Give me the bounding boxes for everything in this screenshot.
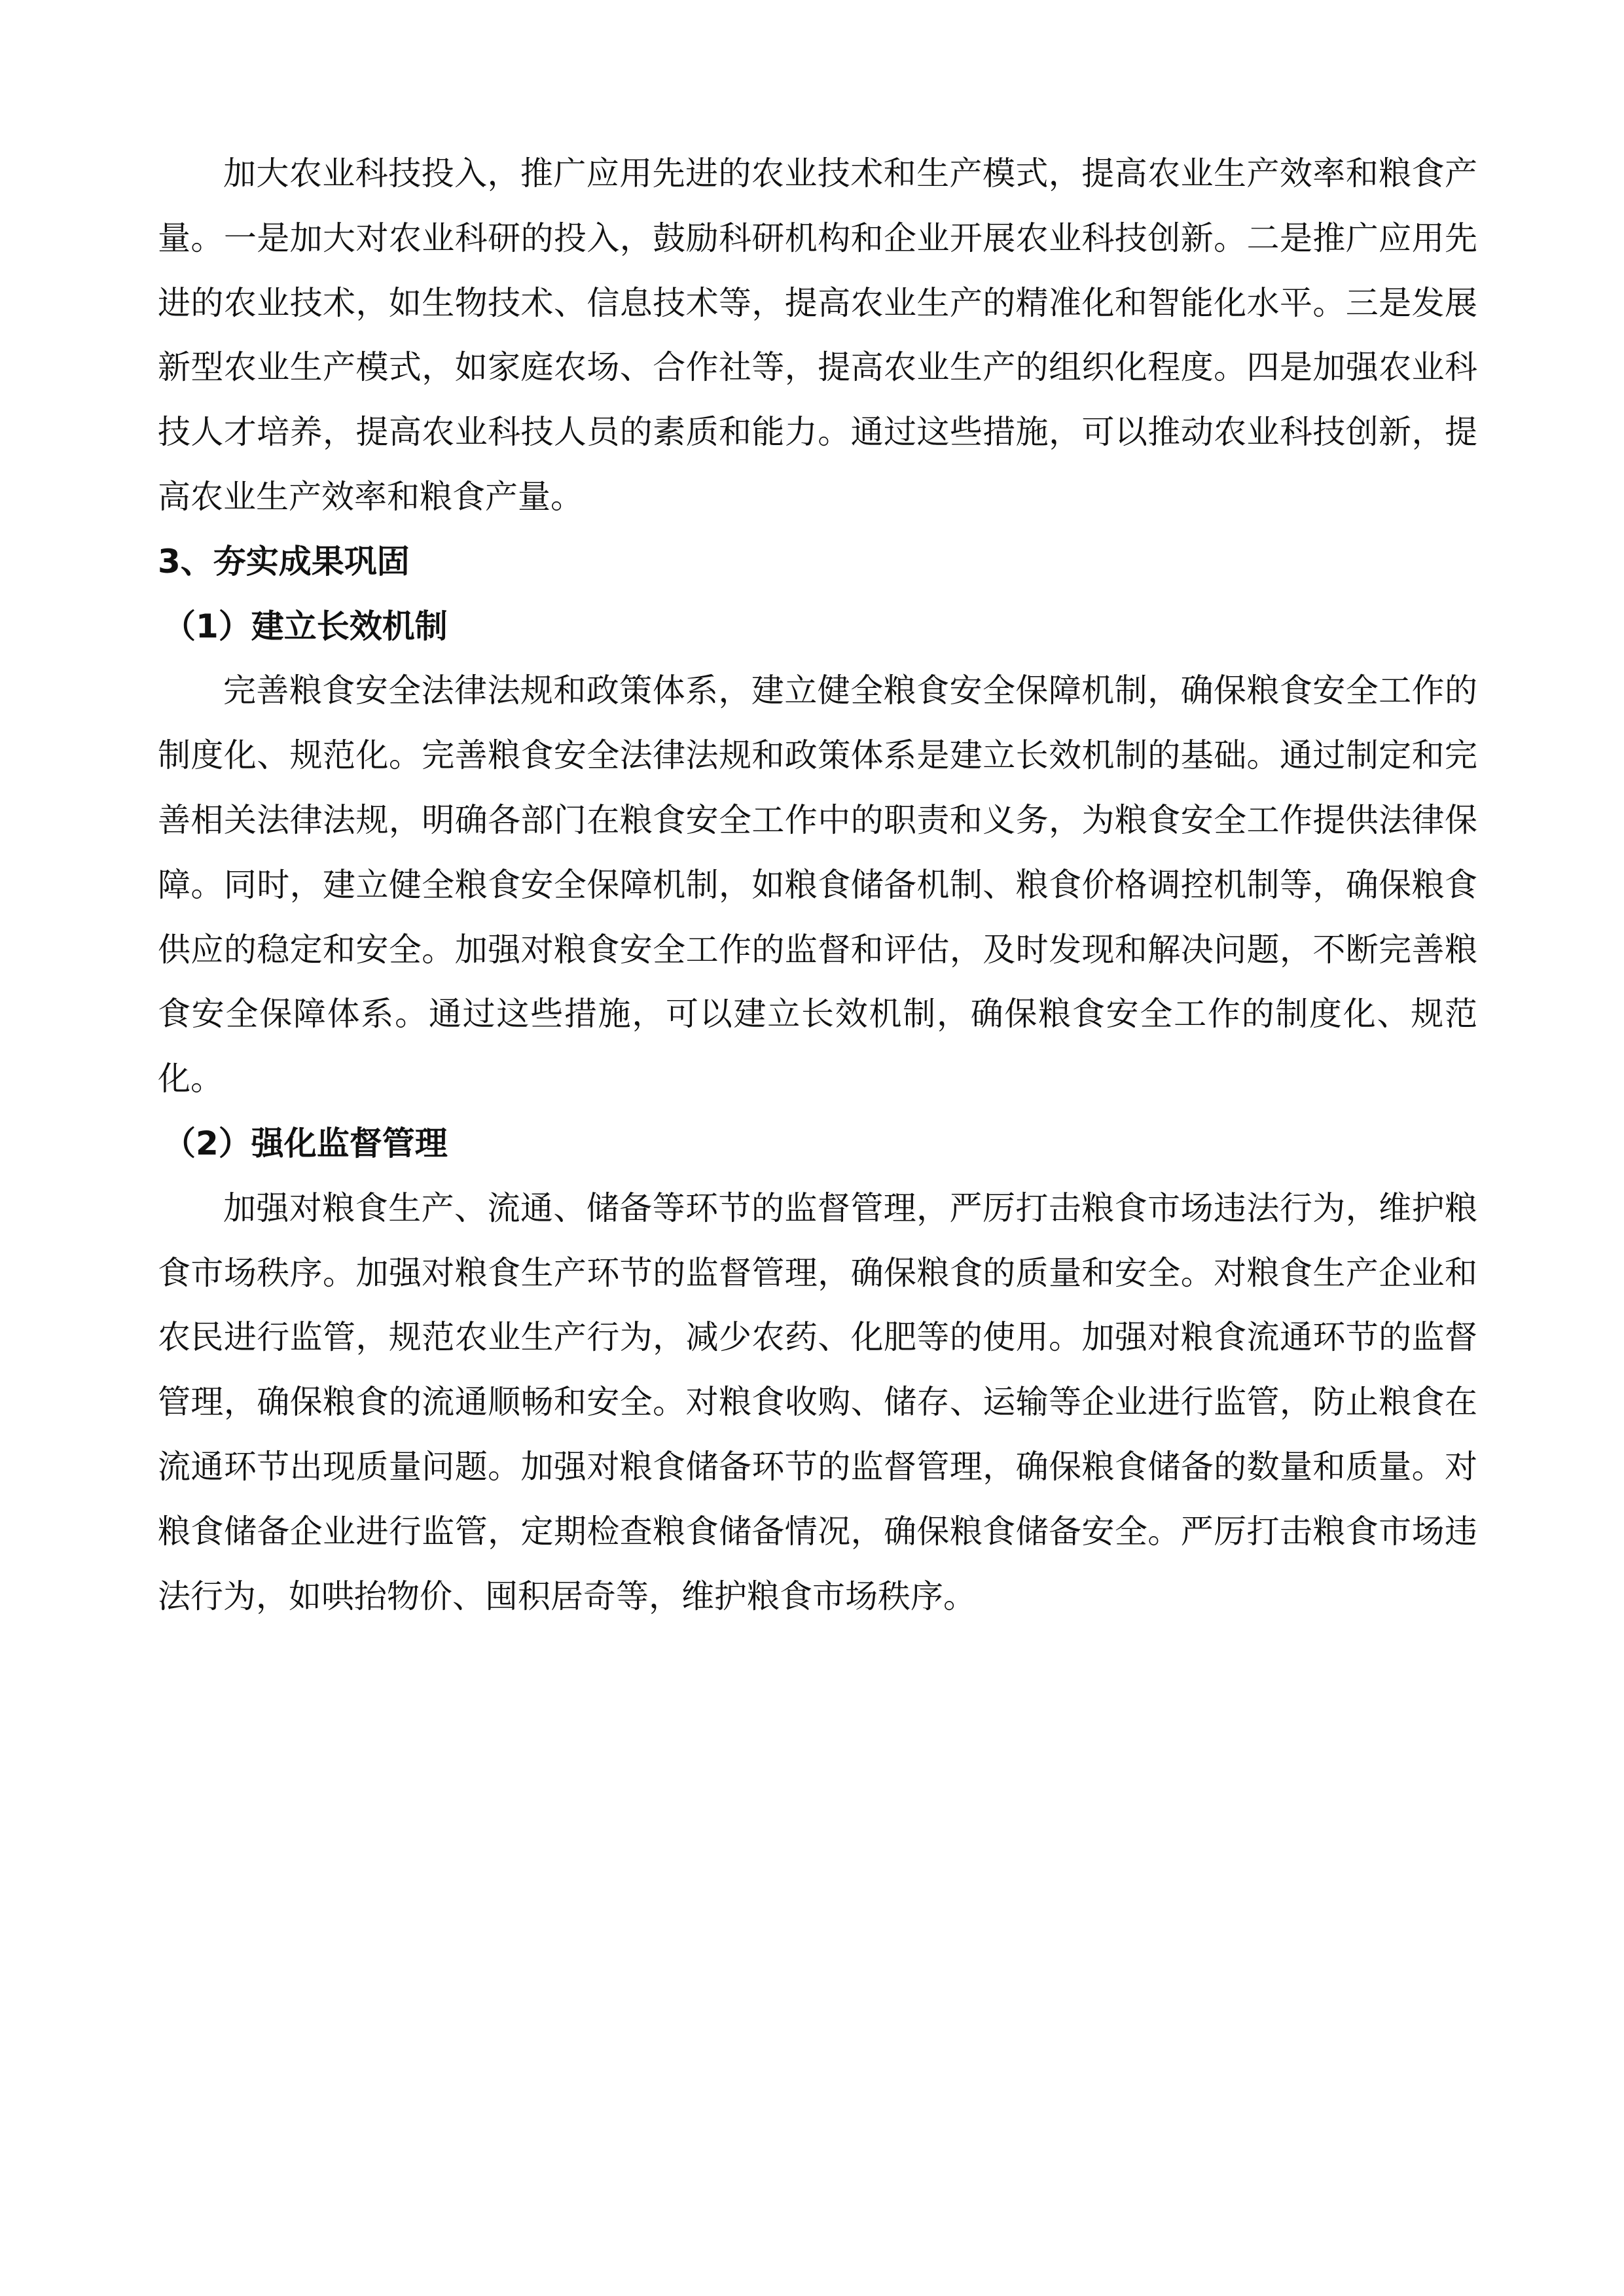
text-line: 障。同时，建立健全粮食安全保障机制，如粮食储备机制、粮食价格调控机制等，确保粮食: [158, 865, 1477, 904]
subsection-heading: （1）建立长效机制: [163, 607, 448, 645]
text-line: 流通环节出现质量问题。加强对粮食储备环节的监督管理，确保粮食储备的数量和质量。对: [158, 1447, 1477, 1486]
text-line: 量。一是加大对农业科研的投入，鼓励科研机构和企业开展农业科技创新。二是推广应用先: [158, 219, 1477, 257]
text-line: 粮食储备企业进行监管，定期检查粮食储备情况，确保粮食储备安全。严厉打击粮食市场违: [158, 1512, 1477, 1551]
text-line: 供应的稳定和安全。加强对粮食安全工作的监督和评估，及时发现和解决问题，不断完善粮: [158, 930, 1477, 969]
text-line: 加大农业科技投入，推广应用先进的农业技术和生产模式，提高农业生产效率和粮食产: [223, 154, 1477, 192]
text-line: 食安全保障体系。通过这些措施，可以建立长效机制，确保粮食安全工作的制度化、规范: [158, 995, 1477, 1033]
text-line: 善相关法律法规，明确各部门在粮食安全工作中的职责和义务，为粮食安全工作提供法律保: [158, 800, 1477, 839]
text-line: 进的农业技术，如生物技术、信息技术等，提高农业生产的精准化和智能化水平。三是发展: [158, 283, 1477, 322]
text-line: 加强对粮食生产、流通、储备等环节的监督管理，严厉打击粮食市场违法行为，维护粮: [223, 1189, 1477, 1227]
text-line: 农民进行监管，规范农业生产行为，减少农药、化肥等的使用。加强对粮食流通环节的监督: [158, 1318, 1477, 1357]
text-line: 化。: [158, 1060, 223, 1098]
paragraph-long-term-mechanism: [158, 658, 1477, 1111]
text-line: 制度化、规范化。完善粮食安全法律法规和政策体系是建立长效机制的基础。通过制定和完: [158, 736, 1477, 775]
text-line: 管理，确保粮食的流通顺畅和安全。对粮食收购、储存、运输等企业进行监管，防止粮食在: [158, 1383, 1477, 1422]
text-line: 法行为，如哄抬物价、囤积居奇等，维护粮食市场秩序。: [158, 1577, 976, 1615]
text-line: 完善粮食安全法律法规和政策体系，建立健全粮食安全保障机制，确保粮食安全工作的: [223, 672, 1477, 710]
paragraph-agri-tech: [158, 141, 1477, 529]
text-line: 新型农业生产模式，如家庭农场、合作社等，提高农业生产的组织化程度。四是加强农业科: [158, 348, 1477, 387]
paragraph-supervision: [158, 1176, 1477, 1629]
document-body: [158, 141, 1477, 1628]
subsection-heading: （2）强化监督管理: [163, 1124, 448, 1162]
section-heading: 3、夯实成果巩固: [158, 542, 410, 581]
text-line: 食市场秩序。加强对粮食生产环节的监督管理，确保粮食的质量和安全。对粮食生产企业和: [158, 1253, 1477, 1292]
text-line: 高农业生产效率和粮食产量。: [158, 477, 583, 516]
text-line: 技人才培养，提高农业科技人员的素质和能力。通过这些措施，可以推动农业科技创新，提: [158, 413, 1477, 452]
